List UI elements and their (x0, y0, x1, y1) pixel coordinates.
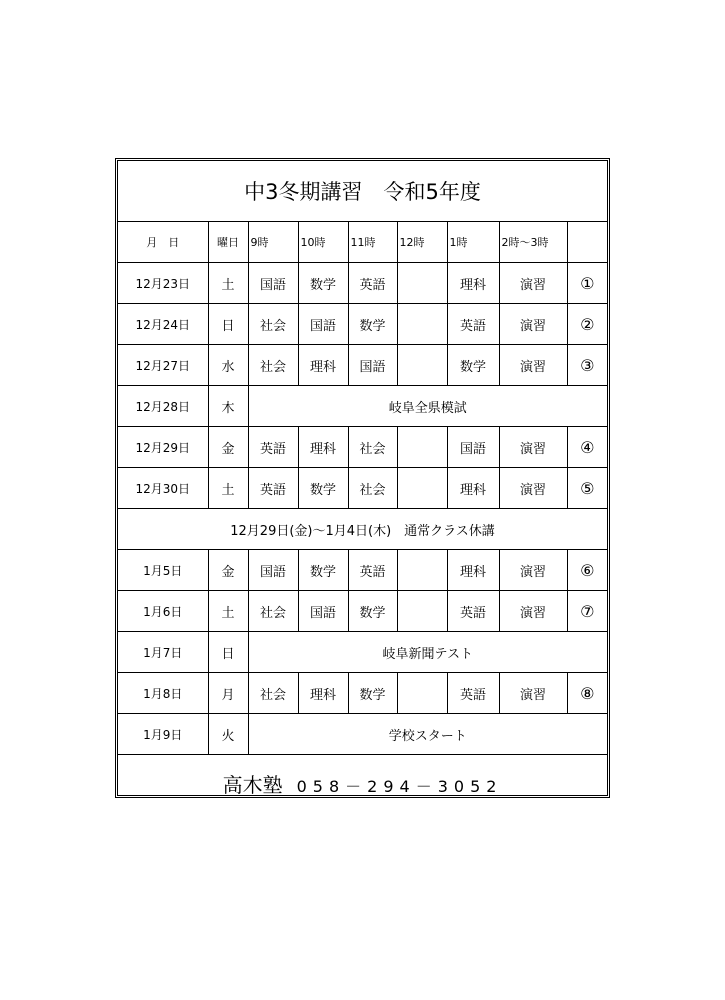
subject-cell: 数学 (348, 304, 397, 345)
session-number: ⑥ (567, 550, 607, 591)
date-cell: 1月8日 (118, 673, 208, 714)
table-row (118, 263, 607, 304)
subject-cell (397, 673, 447, 714)
subject-cell: 演習 (499, 468, 567, 509)
phone-number: 058－294－3052 (296, 776, 503, 796)
event-cell: 学校スタート (248, 714, 607, 755)
subject-cell: 社会 (248, 304, 298, 345)
subject-cell: 国語 (348, 345, 397, 386)
subject-cell (397, 304, 447, 345)
subject-cell: 英語 (348, 550, 397, 591)
table-row (118, 714, 607, 755)
subject-cell: 英語 (447, 673, 499, 714)
date-cell: 12月27日 (118, 345, 208, 386)
weekday-cell: 金 (208, 427, 248, 468)
header-date: 月 日 (118, 222, 208, 263)
subject-cell: 理科 (447, 468, 499, 509)
subject-cell: 理科 (298, 427, 348, 468)
header-row (118, 222, 607, 263)
subject-cell: 演習 (499, 673, 567, 714)
subject-cell: 国語 (248, 550, 298, 591)
event-cell: 岐阜全県模試 (248, 386, 607, 427)
table-row (118, 304, 607, 345)
header-2-3: 2時～3時 (499, 222, 567, 263)
date-cell: 1月6日 (118, 591, 208, 632)
header-1: 1時 (447, 222, 499, 263)
date-cell: 12月29日 (118, 427, 208, 468)
subject-cell: 数学 (298, 468, 348, 509)
subject-cell (397, 468, 447, 509)
subject-cell: 数学 (298, 550, 348, 591)
subject-cell: 理科 (298, 345, 348, 386)
subject-cell: 数学 (348, 591, 397, 632)
date-cell: 12月23日 (118, 263, 208, 304)
session-number: ③ (567, 345, 607, 386)
subject-cell: 理科 (298, 673, 348, 714)
subject-cell: 社会 (348, 427, 397, 468)
subject-cell: 国語 (447, 427, 499, 468)
date-cell: 1月9日 (118, 714, 208, 755)
subject-cell: 演習 (499, 427, 567, 468)
weekday-cell: 土 (208, 591, 248, 632)
date-cell: 12月30日 (118, 468, 208, 509)
table-row (118, 632, 607, 673)
header-10: 10時 (298, 222, 348, 263)
session-number: ⑧ (567, 673, 607, 714)
table-row (118, 550, 607, 591)
subject-cell: 演習 (499, 550, 567, 591)
subject-cell: 社会 (248, 591, 298, 632)
table-row (118, 345, 607, 386)
subject-cell: 数学 (447, 345, 499, 386)
subject-cell: 社会 (248, 345, 298, 386)
subject-cell (397, 591, 447, 632)
subject-cell: 英語 (248, 468, 298, 509)
date-cell: 1月5日 (118, 550, 208, 591)
table-row (118, 468, 607, 509)
session-number: ① (567, 263, 607, 304)
session-number: ② (567, 304, 607, 345)
weekday-cell: 土 (208, 263, 248, 304)
subject-cell: 演習 (499, 591, 567, 632)
subject-cell: 社会 (248, 673, 298, 714)
subject-cell: 英語 (348, 263, 397, 304)
subject-cell: 数学 (348, 673, 397, 714)
subject-cell: 国語 (298, 591, 348, 632)
school-name: 高木塾 (222, 772, 283, 797)
subject-cell (397, 550, 447, 591)
subject-cell (397, 427, 447, 468)
table-row (118, 427, 607, 468)
subject-cell: 演習 (499, 263, 567, 304)
header-weekday: 曜日 (208, 222, 248, 263)
session-number: ④ (567, 427, 607, 468)
header-9: 9時 (248, 222, 298, 263)
weekday-cell: 水 (208, 345, 248, 386)
subject-cell: 英語 (447, 304, 499, 345)
table-row (118, 673, 607, 714)
table-row (118, 386, 607, 427)
subject-cell: 国語 (248, 263, 298, 304)
session-number: ⑤ (567, 468, 607, 509)
date-cell: 12月28日 (118, 386, 208, 427)
session-number: ⑦ (567, 591, 607, 632)
subject-cell: 国語 (298, 304, 348, 345)
weekday-cell: 月 (208, 673, 248, 714)
event-cell: 岐阜新聞テスト (248, 632, 607, 673)
schedule-frame (115, 158, 610, 798)
schedule-title: 中3冬期講習 令和5年度 (118, 161, 607, 222)
subject-cell: 理科 (447, 263, 499, 304)
subject-cell: 数学 (298, 263, 348, 304)
header-11: 11時 (348, 222, 397, 263)
subject-cell: 英語 (248, 427, 298, 468)
weekday-cell: 火 (208, 714, 248, 755)
weekday-cell: 金 (208, 550, 248, 591)
schedule-table (118, 161, 607, 811)
weekday-cell: 土 (208, 468, 248, 509)
holiday-notice: 12月29日(金)～1月4日(木) 通常クラス休講 (118, 509, 607, 550)
date-cell: 1月7日 (118, 632, 208, 673)
subject-cell: 演習 (499, 345, 567, 386)
header-mark (567, 222, 607, 263)
header-12: 12時 (397, 222, 447, 263)
weekday-cell: 木 (208, 386, 248, 427)
date-cell: 12月24日 (118, 304, 208, 345)
subject-cell: 理科 (447, 550, 499, 591)
subject-cell: 英語 (447, 591, 499, 632)
table-row (118, 591, 607, 632)
subject-cell (397, 345, 447, 386)
footer (118, 755, 607, 812)
subject-cell: 演習 (499, 304, 567, 345)
weekday-cell: 日 (208, 304, 248, 345)
subject-cell: 社会 (348, 468, 397, 509)
weekday-cell: 日 (208, 632, 248, 673)
subject-cell (397, 263, 447, 304)
